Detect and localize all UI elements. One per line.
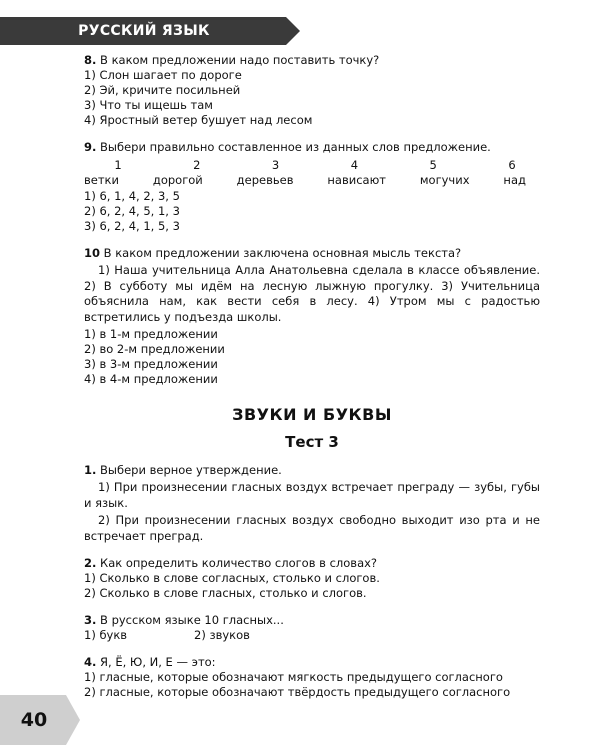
answer-option: 1) 6, 1, 4, 2, 3, 5: [84, 189, 180, 203]
word-number: 3: [271, 158, 280, 172]
question-number: 8.: [84, 53, 97, 67]
word: дорогой: [152, 173, 203, 187]
word-number: 5: [429, 158, 437, 172]
answer-option: 4) в 4-м предложении: [84, 372, 218, 386]
question-number: 2.: [84, 556, 97, 570]
question-text: Выбери верное утверждение.: [100, 463, 282, 477]
question-text: В каком предложении надо поставить точку?: [100, 53, 380, 67]
answer-option: 3) Что ты ищешь там: [84, 98, 213, 112]
word: деревьев: [236, 173, 294, 187]
answer-option: 2) гласные, которые обозначают твёрдость предыдущего согласного: [84, 685, 511, 699]
question-text: Выбери правильно составленное из данных слов предложение.: [100, 140, 491, 154]
test-question-3: [84, 613, 540, 643]
answer-option: 1) гласные, которые обозначают мягкость предыдущего согласного: [84, 670, 503, 684]
question-number: 4.: [84, 655, 97, 669]
answer-options-row: [84, 628, 540, 643]
question-number: 3.: [84, 613, 97, 627]
answer-option: 3) 6, 2, 4, 1, 5, 3: [84, 219, 180, 233]
word: над: [503, 173, 526, 187]
answer-option: 2) Сколько в слове гласных, столько и слогов.: [84, 586, 367, 600]
answer-option: 4) Яростный ветер бушует над лесом: [84, 113, 313, 127]
word-list: [84, 173, 540, 188]
question-number: 1.: [84, 463, 97, 477]
question-text: Я, Ё, Ю, И, Е — это:: [100, 655, 216, 669]
statement: 2) При произнесении гласных воздух свободно выходит изо рта и не встречает преград.: [84, 513, 540, 543]
word-number: 1: [114, 158, 122, 172]
question-text: Как определить количество слогов в словах?: [100, 556, 378, 570]
test-question-2: [84, 556, 540, 601]
word: нависают: [327, 173, 386, 187]
answer-option: 1) букв: [84, 628, 128, 642]
word-number: 4: [350, 158, 359, 172]
answer-option: 2) 6, 2, 4, 5, 1, 3: [84, 204, 180, 218]
answer-option: 3) в 3-м предложении: [84, 357, 218, 371]
answer-option: 2) во 2-м предложении: [84, 342, 225, 356]
question-number: 9.: [84, 140, 97, 154]
question-10: [84, 246, 540, 387]
question-text: В русском языке 10 гласных...: [100, 613, 284, 627]
page-number: 40: [20, 709, 48, 731]
answer-option: 1) Сколько в слове согласных, столько и слогов.: [84, 571, 380, 585]
answer-option: 1) Слон шагает по дороге: [84, 68, 242, 82]
test-question-1: [84, 463, 540, 544]
question-number: 10: [84, 246, 101, 260]
answer-option: 2) звуков: [194, 628, 250, 642]
statement: 1) При произнесении гласных воздух встречает преграду — зубы, губы и язык.: [84, 480, 540, 510]
text-passage: 1) Наша учительница Алла Анатольевна сделала в классе объявление. 2) В субботу мы идём на лесную лыжную прогулку. 3) Учительница объяснила нам, как вести себя в лесу. 4) Утром мы с радостью встретились у подъезда школы.: [84, 263, 540, 324]
page-number-badge: [0, 695, 82, 745]
content: [84, 53, 540, 700]
question-9: [84, 140, 540, 234]
word-numbers: [84, 158, 540, 173]
answer-option: 2) Эй, кричите посильней: [84, 83, 241, 97]
word: ветки: [84, 173, 119, 187]
subject-banner: [0, 17, 300, 45]
question-8: [84, 53, 540, 128]
section-title: ЗВУКИ И БУКВЫ: [232, 405, 392, 424]
word-number: 6: [508, 158, 516, 172]
word-number: 2: [193, 158, 201, 172]
answer-option: 1) в 1-м предложении: [84, 327, 218, 341]
test-question-4: [84, 655, 540, 700]
subject-title: РУССКИЙ ЯЗЫК: [78, 23, 210, 39]
question-text: В каком предложении заключена основная мысль текста?: [103, 246, 462, 260]
test-title: Тест 3: [285, 433, 339, 451]
word: могучих: [419, 173, 470, 187]
